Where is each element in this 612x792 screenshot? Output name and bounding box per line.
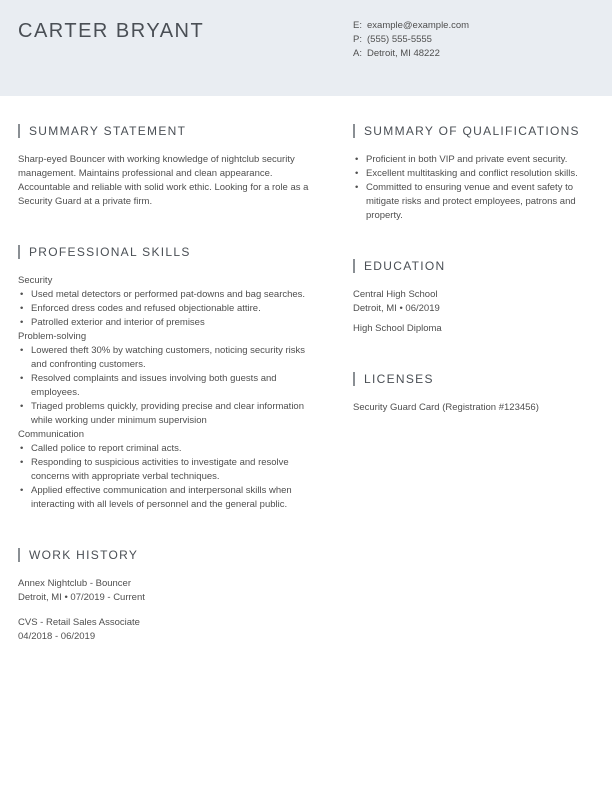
skill-group-communication [18,428,320,512]
section-accent-bar [353,259,355,273]
job-entry [18,577,320,605]
education-section [353,259,594,336]
bullet-item: • Resolved complaints and issues involving both guests and employees. [18,372,320,400]
contact-phone-label: P: [353,34,362,45]
qualifications-section [353,124,594,223]
license-text: Security Guard Card (Registration #123456) [353,402,539,413]
right-column [353,96,594,644]
licenses-heading [353,372,594,386]
contact-address [353,47,469,61]
licenses-section [353,372,594,415]
skill-group-problem-solving [18,330,320,428]
section-accent-bar [18,245,20,259]
content-columns [0,96,612,644]
section-title-text: SUMMARY STATEMENT [29,124,187,138]
section-accent-bar [353,372,355,386]
contact-phone [353,33,469,47]
skill-bullet-list [18,442,320,512]
contact-block [353,19,469,61]
job-title: CVS - Retail Sales Associate [18,617,140,628]
bullet-item: • Responding to suspicious activities to investigate and resolve concerns with appropriate verbal techniques. [18,456,320,484]
contact-address-label: A: [353,48,362,59]
bullet-item: • Lowered theft 30% by watching customers, noticing security risks and confronting customers. [18,344,320,372]
qualifications-heading [353,124,594,138]
summary-statement-heading [18,124,320,138]
bullet-item: • Enforced dress codes and refused objectionable attire. [18,302,320,316]
work-history-section [18,548,320,644]
education-meta: Detroit, MI • 06/2019 [353,303,440,314]
education-school: Central High School [353,289,438,300]
education-degree: High School Diploma [353,323,442,334]
section-title-text: WORK HISTORY [29,548,139,562]
qualifications-bullet-list [353,153,594,223]
skill-group-name: Problem-solving [18,331,87,342]
summary-statement-text: Sharp-eyed Bouncer with working knowledge of nightclub security management. Maintains professional and clean appearance. Accountable and reliable with solid work ethic. Looking for a role as a Security Guard at a private firm. [18,154,309,207]
job-meta: 04/2018 - 06/2019 [18,631,96,642]
left-column [18,96,320,644]
contact-address-value: Detroit, MI 48222 [367,48,440,59]
bullet-item: • Used metal detectors or performed pat-downs and bag searches. [18,288,320,302]
section-accent-bar [18,548,20,562]
job-title: Annex Nightclub - Bouncer [18,578,132,589]
bullet-item: • Patrolled exterior and interior of premises [18,316,320,330]
professional-skills-section [18,245,320,512]
education-heading [353,259,594,273]
section-accent-bar [353,124,355,138]
contact-phone-value: (555) 555-5555 [367,34,432,45]
bullet-item: • Called police to report criminal acts. [18,442,320,456]
bullet-item: • Triaged problems quickly, providing precise and clear information while working under minimum supervision [18,400,320,428]
contact-email [353,19,469,33]
candidate-name: CARTER BRYANT [18,20,205,42]
skill-group-name: Security [18,275,53,286]
section-title-text: PROFESSIONAL SKILLS [29,245,191,259]
job-entry [18,616,320,644]
page-header [0,0,612,96]
section-title-text: LICENSES [364,372,434,386]
summary-statement-section [18,124,320,209]
bullet-item: • Applied effective communication and interpersonal skills when interacting with all levels of personnel and the general public. [18,484,320,512]
bullet-item: • Committed to ensuring venue and event safety to mitigate risks and protect employees, patrons and property. [353,181,594,223]
skill-group-security [18,274,320,330]
bullet-item: • Proficient in both VIP and private event security. [353,153,594,167]
section-title-text: EDUCATION [364,259,446,273]
work-history-heading [18,548,320,562]
contact-email-value: example@example.com [367,20,470,31]
skill-bullet-list [18,288,320,330]
contact-email-label: E: [353,20,362,31]
professional-skills-heading [18,245,320,259]
skill-group-name: Communication [18,429,84,440]
skill-bullet-list [18,344,320,428]
section-accent-bar [18,124,20,138]
bullet-item: • Excellent multitasking and conflict resolution skills. [353,167,594,181]
section-title-text: SUMMARY OF QUALIFICATIONS [364,124,580,138]
job-meta: Detroit, MI • 07/2019 - Current [18,592,145,603]
